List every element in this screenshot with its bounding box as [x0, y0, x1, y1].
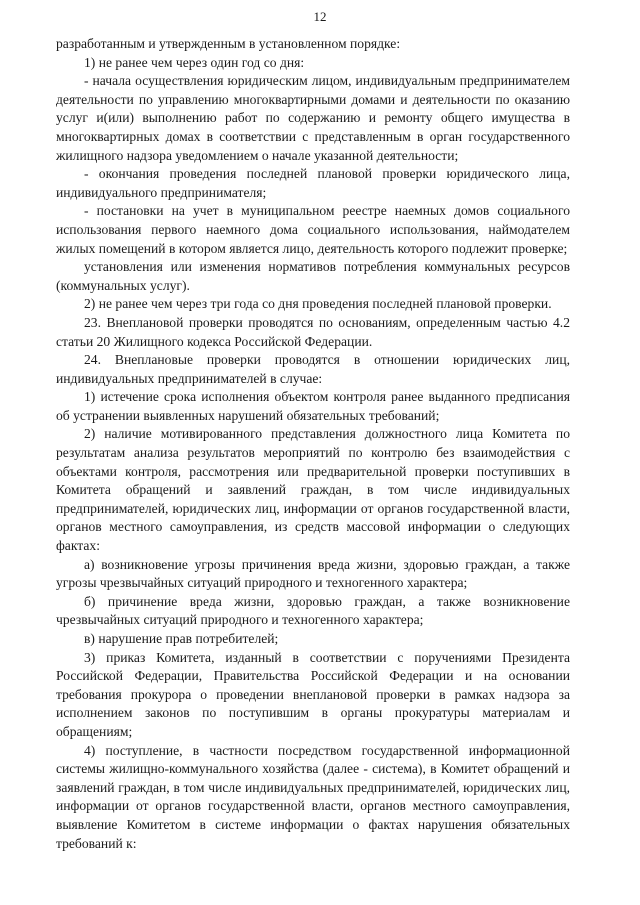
paragraph: 4) поступление, в частности посредством государственной информационной системы жилищно-коммунального хозяйства (далее - система), в Комитет обращений и заявлений граждан, в том числе индивидуальных предпринимателей, юридических лиц, информации от органов государственной власти, органов местного самоуправления, выявление Комитетом в системе информации о фактах нарушения обязательных требований к:: [56, 742, 570, 851]
paragraph: 23. Внеплановой проверки проводятся по основаниям, определенным частью 4.2 статьи 20 Жилищного кодекса Российской Федерации.: [56, 314, 570, 349]
document-body: [56, 35, 570, 853]
paragraph: 2) наличие мотивированного представления должностного лица Комитета по результатам анализа результатов мероприятий по контролю без взаимодействия с объектами контроля, рассмотрения или предварительной проверки поступивших в Комитета обращений и заявлений граждан, в том числе индивидуальных предпринимателей, юридических лиц, информации от органов государственной власти, органов местного самоуправления, из средств массовой информации о следующих фактах:: [56, 426, 570, 554]
paragraph: - начала осуществления юридическим лицом, индивидуальным предпринимателем деятельности по управлению многоквартирными домами и деятельности по оказанию услуг и(или) выполнению работ по содержанию и ремонту общего имущества в многоквартирных домах в соответствии с представленным в орган государственного жилищного надзора уведомлением о начале указанной деятельности;: [56, 73, 570, 163]
page-number: 12: [313, 9, 327, 24]
paragraph: б) причинение вреда жизни, здоровью граждан, а также возникновение чрезвычайных ситуаций природного и техногенного характера;: [56, 593, 570, 628]
paragraph: 3) приказ Комитета, изданный в соответствии с поручениями Президента Российской Федерации, Правительства Российской Федерации и на основании требования прокурора о проведении внеплановой проверки в рамках надзора за исполнением законов по поступившим в органы прокуратуры материалам и обращениям;: [56, 649, 570, 739]
paragraph: - постановки на учет в муниципальном реестре наемных домов социального использования первого наемного дома социального использования, наймодателем жилых помещений в котором является лицо, деятельность которого подлежит проверке;: [56, 203, 570, 256]
paragraph: - окончания проведения последней плановой проверки юридического лица, индивидуального предпринимателя;: [56, 166, 570, 200]
paragraph: а) возникновение угрозы причинения вреда жизни, здоровью граждан, а также угрозы чрезвычайных ситуаций природного и техногенного характера;: [56, 556, 570, 591]
paragraph: установления или изменения нормативов потребления коммунальных ресурсов (коммунальных услуг).: [56, 259, 570, 293]
paragraph: 1) не ранее чем через один год со дня:: [84, 54, 305, 70]
paragraph: в) нарушение прав потребителей;: [84, 631, 279, 646]
paragraph: разработанным и утвержденным в установленном порядке:: [56, 36, 401, 51]
paragraph: 1) истечение срока исполнения объектом контроля ранее выданного предписания об устранении выявленных нарушений обязательных требований;: [56, 389, 570, 423]
paragraph: 24. Внеплановые проверки проводятся в отношении юридических лиц, индивидуальных предпринимателей в случае:: [56, 352, 570, 386]
paragraph: 2) не ранее чем через три года со дня проведения последней плановой проверки.: [84, 296, 552, 312]
